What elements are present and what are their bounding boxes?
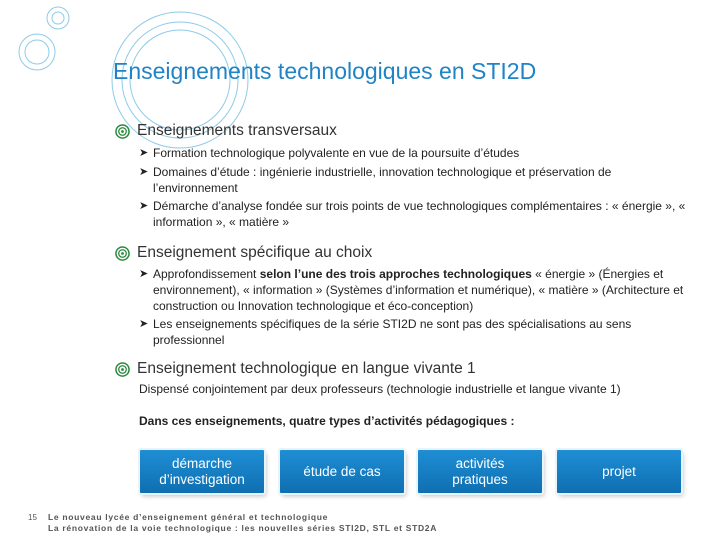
- footer-line-1: Le nouveau lycée d’enseignement général et technologique: [48, 512, 329, 522]
- list-item: ➤ Formation technologique polyvalente en vue de la poursuite d’études: [139, 146, 520, 160]
- list-item: ➤ Démarche d’analyse fondée sur trois points de vue technologiques complémentaires : « énergie », « information », « matière »: [139, 199, 686, 229]
- concentric-circle-icon: [115, 362, 130, 377]
- section-heading-transversaux: [115, 122, 337, 140]
- arrow-bullet-icon: ➤: [139, 318, 149, 330]
- activity-box-etude-de-cas: étude de cas: [280, 450, 404, 493]
- arrow-bullet-icon: ➤: [139, 166, 149, 178]
- page-title: Enseignements technologiques en STI2D: [113, 58, 537, 84]
- list-item: ➤ Domaines d’étude : ingénierie industrielle, innovation technologique et préservation de l’environnement: [139, 165, 612, 195]
- arrow-bullet-icon: ➤: [139, 147, 149, 159]
- page-number: 15: [28, 513, 37, 522]
- section-heading-label: Enseignements transversaux: [137, 122, 337, 139]
- section-heading-label: Enseignement technologique en langue vivante 1: [137, 360, 476, 377]
- list-item: ➤ Approfondissement selon l’une des trois approches technologiques « énergie » (Énergies et environnement), « information » (Systèmes d’information et numérique), « matière » (Architecture et construction ou Innovation technologique et éco-conception): [139, 267, 684, 313]
- section-heading-label: Enseignement spécifique au choix: [137, 244, 373, 261]
- section-heading-langue: [115, 360, 476, 378]
- activity-box-activites-pratiques: activités pratiques: [418, 450, 542, 493]
- section-heading-specifique: [115, 244, 372, 262]
- footer-line-2: La rénovation de la voie technologique : les nouvelles séries STI2D, STL et STD2A: [48, 523, 438, 533]
- arrow-bullet-icon: ➤: [139, 200, 149, 212]
- activity-box-investigation: démarche d’investigation: [140, 450, 264, 493]
- activity-box-projet: projet: [557, 450, 681, 493]
- list-item: ➤ Les enseignements spécifiques de la série STI2D ne sont pas des spécialisations au sens professionnel: [139, 317, 632, 347]
- section-text: Dispensé conjointement par deux professeurs (technologie industrielle et langue vivante 1): [139, 382, 621, 396]
- concentric-circle-icon: [115, 246, 130, 261]
- activities-intro: Dans ces enseignements, quatre types d’activités pédagogiques :: [139, 414, 515, 428]
- footer: [48, 512, 437, 534]
- concentric-circle-icon: [115, 124, 130, 139]
- arrow-bullet-icon: ➤: [139, 268, 149, 280]
